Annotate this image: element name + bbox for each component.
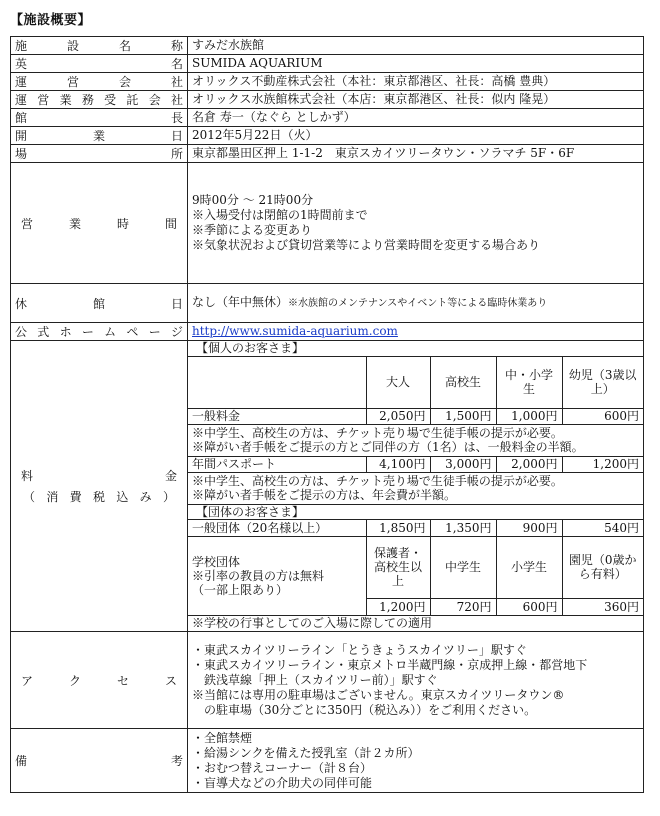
label-contractor [11, 91, 188, 109]
school-fee-elementary: 600円 [496, 598, 562, 615]
fee-header-infant: 幼児（3歳以上） [562, 356, 643, 408]
label-closed-days [11, 284, 188, 323]
row-business-hours [11, 163, 644, 284]
fee-header-high-school: 高校生 [430, 356, 496, 408]
access-line: ・東武スカイツリーライン「とうきょうスカイツリー」駅すぐ [192, 642, 527, 657]
group-general-high-school: 1,350円 [430, 519, 496, 536]
label-chars: ア ク セ ス [21, 673, 177, 688]
homepage-link[interactable]: http://www.sumida-aquarium.com [192, 324, 398, 338]
school-header-elementary: 小学生 [496, 536, 562, 598]
closed-note: ※水族館のメンテナンスやイベント等による臨時休業あり [288, 298, 548, 309]
annual-pass-infant: 1,200円 [562, 456, 643, 472]
school-header-junior-high: 中学生 [430, 536, 496, 598]
value-access [188, 632, 644, 729]
school-note: ※学校の行事としてのご入場に際しての適用 [188, 615, 643, 631]
label-chars: 開 業 日 [15, 129, 183, 143]
general-fee-infant: 600円 [562, 408, 643, 424]
row-closed-days [11, 284, 644, 323]
label-text [15, 467, 183, 484]
school-group-line: 学校団体 [192, 554, 241, 569]
row-operator [11, 73, 644, 91]
value-remarks [188, 729, 644, 793]
label-text [15, 752, 183, 769]
row-opening-date [11, 127, 644, 145]
row-facility-name [11, 37, 644, 55]
remark-line: ・給湯シンクを備えた授乳室（計２カ所） [192, 745, 420, 760]
access-note: ※当館には専用の駐車場はございません。東京スカイツリータウン® [192, 687, 565, 702]
access-line: 鉄浅草線「押上（スカイツリー前）」駅すぐ [192, 672, 438, 687]
label-chars: 場 所 [15, 147, 183, 161]
label-chars: 休 館 日 [15, 296, 183, 311]
facility-overview-table [10, 36, 644, 793]
label-text [15, 109, 183, 126]
fee-table-cell [188, 341, 644, 632]
value-business-hours [188, 163, 644, 284]
general-fee-notes [188, 424, 643, 456]
school-fee-kindergarten: 360円 [562, 598, 643, 615]
school-header-guardian: 保護者・高校生以上 [366, 536, 430, 598]
value-operator: オリックス不動産株式会社（本社：東京都港区、社長：高橋 豊典） [188, 73, 644, 91]
hours-note: ※気象状況および貸切営業等により営業時間を変更する場合あり [192, 238, 541, 252]
label-location [11, 145, 188, 163]
value-location: 東京都墨田区押上 1-1-2 東京スカイツリータウン・ソラマチ 5F・6F [188, 145, 644, 163]
remark-line: ・盲導犬などの介助犬の同伴可能 [192, 775, 373, 790]
value-homepage [188, 323, 644, 341]
row-location [11, 145, 644, 163]
label-chars: 公 式 ホ ー ム ペ ー ジ [15, 325, 183, 339]
school-group-line: ※引率の教員の方は無料 [192, 568, 325, 583]
label-chars: 運 営 業 務 受 託 会 社 [15, 93, 183, 107]
annual-pass-junior: 2,000円 [496, 456, 562, 472]
label-chars: 営 業 時 間 [21, 216, 177, 231]
label-text [15, 37, 183, 54]
group-general-junior: 900円 [496, 519, 562, 536]
access-line: ・東武スカイツリーライン・東京メトロ半蔵門線・京成押上線・都営地下 [192, 657, 588, 672]
row-contractor [11, 91, 644, 109]
fee-note: ※中学生、高校生の方は、チケット売り場で生徒手帳の提示が必要。 [192, 426, 563, 440]
fee-table [188, 341, 643, 631]
row-director [11, 109, 644, 127]
general-fee-adult: 2,050円 [366, 408, 430, 424]
general-fee-name: 一般料金 [188, 408, 366, 424]
group-general-infant: 540円 [562, 519, 643, 536]
label-homepage [11, 323, 188, 341]
label-text [15, 215, 183, 232]
label-business-hours [11, 163, 188, 284]
fee-header-adult: 大人 [366, 356, 430, 408]
annual-pass-name: 年間パスポート [188, 456, 366, 472]
annual-pass-notes [188, 472, 643, 504]
fee-note: ※中学生、高校生の方は、チケット売り場で生徒手帳の提示が必要。 [192, 474, 563, 488]
individual-title: 【個人のお客さま】 [188, 341, 643, 356]
row-homepage [11, 323, 644, 341]
fee-header-junior: 中・小学生 [496, 356, 562, 408]
label-text [15, 323, 183, 340]
fee-note: ※障がい者手帳をご提示の方は、年会費が半額。 [192, 488, 457, 502]
remark-line: ・おむつ替えコーナー（計８台） [192, 760, 373, 775]
label-chars: （ 消 費 税 込 み ） [23, 490, 175, 504]
label-facility-name [11, 37, 188, 55]
label-chars: 料 金 [21, 469, 177, 483]
group-general-adult: 1,850円 [366, 519, 430, 536]
row-access [11, 632, 644, 729]
school-group-name [188, 536, 366, 615]
label-text [15, 127, 183, 144]
hours-note: ※季節による変更あり [192, 223, 313, 237]
school-fee-guardian: 1,200円 [366, 598, 430, 615]
value-contractor: オリックス水族館株式会社（本店：東京都港区、社長：似内 隆晃） [188, 91, 644, 109]
school-group-line: （一部上限あり） [192, 582, 289, 597]
label-text [15, 295, 183, 312]
label-chars: 施 設 名 称 [15, 39, 183, 53]
general-fee-high-school: 1,500円 [430, 408, 496, 424]
general-fee-junior: 1,000円 [496, 408, 562, 424]
school-header-kindergarten: 園児（0歳から有料） [562, 536, 643, 598]
label-chars: 館 長 [15, 111, 183, 125]
remark-line: ・全館禁煙 [192, 730, 253, 745]
label-director [11, 109, 188, 127]
label-english-name [11, 55, 188, 73]
section-heading: 【施設概要】 [10, 13, 92, 28]
label-chars: 備 考 [15, 754, 183, 768]
group-title: 【団体のお客さま】 [188, 504, 643, 519]
row-fee [11, 341, 644, 632]
fee-note: ※障がい者手帳をご提示の方とご同伴の方（1名）は、一般料金の半額。 [192, 440, 584, 454]
closed-value: なし（年中無休） [192, 295, 289, 309]
label-text [15, 73, 183, 90]
label-fee [11, 341, 188, 632]
label-opening-date [11, 127, 188, 145]
annual-pass-high-school: 3,000円 [430, 456, 496, 472]
row-english-name [11, 55, 644, 73]
annual-pass-adult: 4,100円 [366, 456, 430, 472]
value-facility-name: すみだ水族館 [188, 37, 644, 55]
hours-note: ※入場受付は閉館の1時間前まで [192, 208, 368, 222]
label-text [15, 672, 183, 689]
group-general-name: 一般団体（20名様以上） [188, 519, 366, 536]
fee-header-blank [188, 356, 366, 408]
label-text [15, 488, 183, 505]
label-remarks [11, 729, 188, 793]
label-access [11, 632, 188, 729]
value-english-name: SUMIDA AQUARIUM [188, 55, 644, 73]
school-fee-junior-high: 720円 [430, 598, 496, 615]
label-text [15, 91, 183, 108]
hours-line: 9時00分 ～ 21時00分 [192, 193, 314, 207]
value-director: 名倉 寿一（なぐら としかず） [188, 109, 644, 127]
label-operator [11, 73, 188, 91]
label-text [15, 145, 183, 162]
row-remarks [11, 729, 644, 793]
label-chars: 運 営 会 社 [15, 75, 183, 89]
label-chars: 英 名 [15, 57, 183, 71]
value-closed-days [188, 284, 644, 323]
access-note: の駐車場（30分ごとに350円（税込み））をご利用ください。 [192, 702, 537, 717]
value-opening-date: 2012年5月22日（火） [188, 127, 644, 145]
label-text [15, 55, 183, 72]
